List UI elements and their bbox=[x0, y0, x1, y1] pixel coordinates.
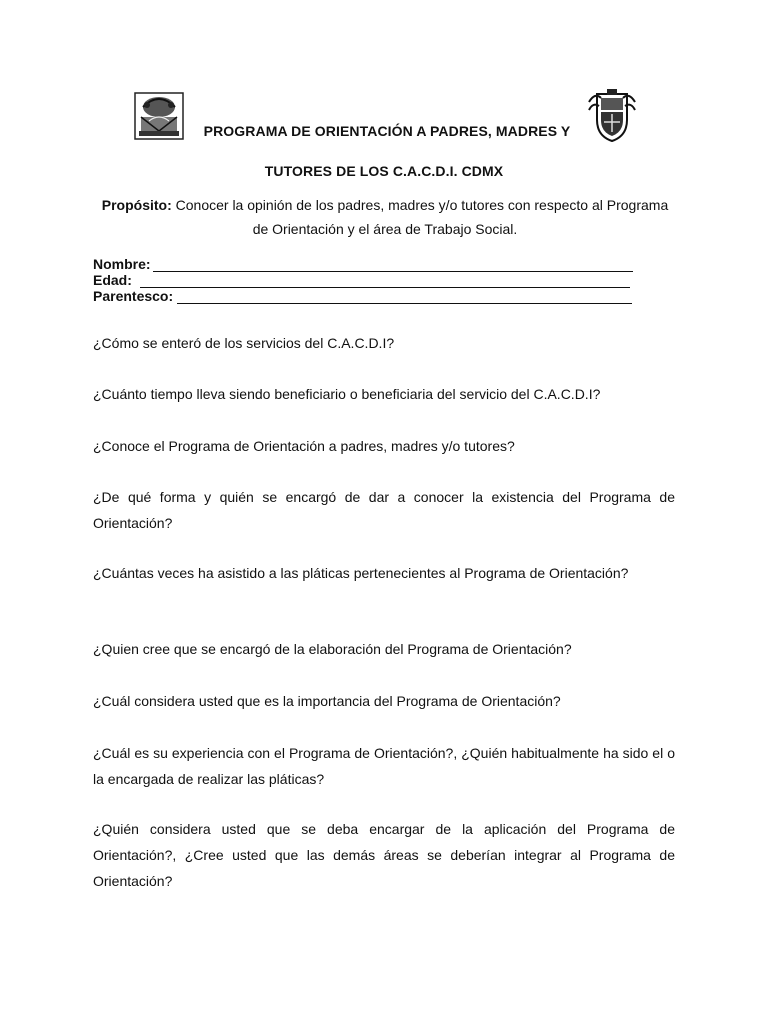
personal-data-fields bbox=[93, 256, 633, 304]
field-label-edad: Edad: bbox=[93, 272, 132, 288]
purpose-text: Conocer la opinión de los padres, madres y/o tutores con respecto al Programa de Orientación y el área de Trabajo Social. bbox=[171, 197, 669, 237]
field-label-nombre: Nombre bbox=[93, 256, 146, 272]
field-edad bbox=[93, 272, 633, 288]
field-line-nombre[interactable] bbox=[153, 259, 633, 272]
document-title-line-2: TUTORES DE LOS C.A.C.D.I. CDMX bbox=[264, 163, 504, 179]
field-parentesco bbox=[93, 288, 633, 304]
question-7: ¿Cuál considera usted que es la importancia del Programa de Orientación? bbox=[93, 693, 561, 709]
question-1: ¿Cómo se enteró de los servicios del C.A.C.D.I? bbox=[93, 335, 395, 351]
purpose-paragraph bbox=[95, 193, 675, 241]
question-6: ¿Quien cree que se encargó de la elaboración del Programa de Orientación? bbox=[93, 641, 572, 657]
question-9: ¿Quién considera usted que se deba encargar de la aplicación del Programa de Orientación?, ¿Cree usted que las demás áreas se deberían integrar al Programa de Orientación? bbox=[93, 821, 675, 889]
question-8: ¿Cuál es su experiencia con el Programa de Orientación?, ¿Quién habitualmente ha sido el o la encargada de realizar las pláticas? bbox=[93, 745, 675, 787]
field-label-parentesco: Parentesco: bbox=[93, 288, 174, 304]
question-3: ¿Conoce el Programa de Orientación a padres, madres y/o tutores? bbox=[93, 438, 515, 454]
field-line-parentesco[interactable] bbox=[177, 291, 632, 304]
field-suffix-nombre: : bbox=[145, 256, 151, 272]
purpose-label: Propósito: bbox=[101, 197, 172, 213]
field-line-edad[interactable] bbox=[140, 275, 630, 288]
question-5: ¿Cuántas veces ha asistido a las pláticas pertenecientes al Programa de Orientación? bbox=[93, 565, 629, 581]
question-4: ¿De qué forma y quién se encargó de dar a conocer la existencia del Programa de Orientación? bbox=[93, 489, 675, 531]
field-nombre bbox=[93, 256, 633, 272]
document-title-line-1: PROGRAMA DE ORIENTACIÓN A PADRES, MADRES Y bbox=[203, 123, 571, 139]
question-2: ¿Cuánto tiempo lleva siendo beneficiario o beneficiaria del servicio del C.A.C.D.I? bbox=[93, 386, 601, 402]
